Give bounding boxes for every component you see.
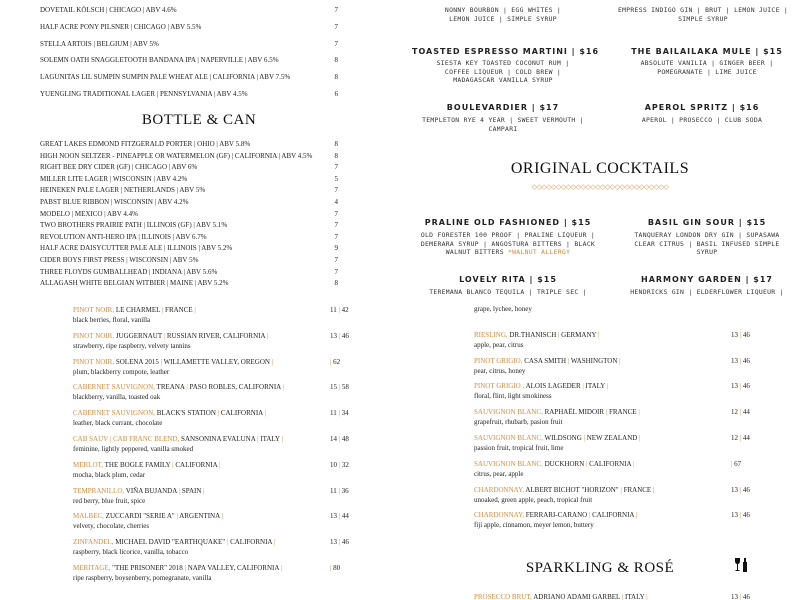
bottle-price: 80 [333,564,341,572]
wine-producer: TREANA | PASO ROBLES, CALIFORNIA | [154,383,284,392]
bottle-price: 44 [742,408,750,417]
glass-price: 13 [330,512,337,521]
glass-price: 13 [731,382,738,391]
bottle-item-price: 8 [334,140,338,148]
bottle-price: 46 [742,511,750,520]
wine-price [731,486,750,494]
bottle-price: 46 [341,331,349,340]
cocktail-title: TOASTED ESPRESSO MARTINI | $16 [412,47,600,56]
name-divider: | [588,511,591,520]
wine-name [73,358,273,366]
name-divider: | [558,330,560,339]
name-divider: | [282,383,284,392]
bottle-price: 62 [333,357,341,366]
cocktail-praline-old-fashioned [408,218,608,257]
wine-price [330,512,349,520]
cocktail-desc: SIESTA KEY TOASTED COCONUT RUM | COFFEE LIQUEUR | COLD BREW | MADAGASCAR VANILLA SYRUP [436,59,570,84]
bottle-item-name: CIDER BOYS FIRST PRESS | WISCONSIN | ABV 5% [40,256,199,264]
price-divider: | [738,593,743,600]
glass-price: 15 [330,383,337,392]
name-divider: | [606,382,609,391]
price-divider: | [337,460,342,469]
name-divider: | [638,408,640,417]
wine-varietal: CHARDONNAY, [474,485,524,494]
bottle-item-name: PABST BLUE RIBBON | WISCONSIN | ABV 4.2% [40,198,189,206]
bottle-item-price: 7 [334,209,338,218]
wine-tasting-notes: red berry, blue fruit, spice [73,496,146,505]
name-divider: | [583,434,585,442]
wine-varietal: SAUVIGNON BLANC, [474,459,543,468]
wine-glass-bottle-icon [733,557,749,573]
bottle-price: 58 [341,383,349,392]
cocktail-espresso-martini [412,47,600,85]
wine-varietal: CHARDONNAY, [474,511,524,520]
name-divider: | [620,485,622,494]
wine-price [330,409,349,417]
name-divider: | [646,593,648,600]
wine-name [474,408,640,416]
price-divider: | [738,434,743,442]
bottle-price: 46 [742,330,750,339]
glass-price: 13 [731,330,738,339]
wine-name [73,332,268,340]
name-divider: | [639,434,641,442]
draft-item-price: 7 [334,6,338,14]
bottle-item-price: 7 [334,267,338,276]
glass-price: 13 [731,593,738,600]
wine-tasting-notes: plum, blackberry compote, leather [73,367,170,376]
name-divider: | [176,512,178,521]
original-cocktails-heading: ORIGINAL COCKTAILS [510,160,690,177]
wine-tasting-notes: blackberry, vanilla, toasted oak [73,393,161,402]
name-divider: | [219,460,221,469]
wine-name [73,435,283,443]
cocktail-top-right-desc: EMPRESS INDIGO GIN | BRUT | LEMON JUICE | SIMPLE SYRUP [617,6,789,23]
bottle-item-name: MILLER LITE LAGER | WISCONSIN | ABV 4.2% [40,174,188,183]
wine-producer: JUGGERNAUT | RUSSIAN RIVER, CALIFORNIA | [114,331,269,340]
wine-tasting-notes: leather, black currant, chocolate [73,419,163,428]
wine-tasting-notes: grape, lychee, honey [474,305,532,313]
wine-tasting-notes: black berries, floral, vanilla [73,316,151,324]
wine-name [474,593,648,600]
name-divider: | [582,382,584,391]
wine-producer: DUCKHORN | CALIFORNIA | [542,459,635,468]
cocktail-harmony-garden [612,275,800,297]
name-divider: | [280,564,283,572]
name-divider: | [217,409,220,418]
cocktail-desc: TANQUERAY LONDON DRY GIN | SUPASAWA CLEAR CITRUS | BASIL INFUSED SIMPLE SYRUP [634,231,780,256]
diamond-divider: ◇◇◇◇◇◇◇◇◇◇◇◇◇◇◇◇◇◇◇◇◇◇◇◇◇◇◇◇ [531,183,669,191]
draft-item-name: DOVETAIL KÖLSCH | CHICAGO | ABV 4.6% [40,6,177,14]
wine-tasting-notes: strawberry, ripe raspberry, velvety tannins [73,341,191,350]
name-divider: | [194,306,196,314]
wine-tasting-notes: grapefruit, rhubarb, pasion fruit [474,418,563,427]
price-divider: | [337,331,342,340]
sparkling-rose-heading: SPARKLING & ROSÉ [525,560,675,576]
cocktail-aperol-spritz [612,103,792,125]
bottle-price: 46 [742,485,750,494]
name-divider: | [632,459,635,468]
bottle-item-price: 7 [334,221,338,230]
bottle-item-name: THREE FLOYDS GUMBALLHEAD | INDIANA | ABV 5.6% [40,267,218,276]
bottle-price: 46 [742,356,750,365]
name-divider: | [221,512,223,521]
bottle-can-heading: BOTTLE & CAN [141,112,257,128]
wine-name [474,434,640,442]
wine-price [330,383,349,391]
bottle-item-name: ALLAGASH WHITE BELGIAN WITBIER | MAINE | ABV 5.2% [40,279,229,288]
wine-name [73,564,282,572]
wine-tasting-notes: unoaked, green apple, peach, tropical fruit [474,495,593,504]
wine-varietal: ZINFANDEL, [73,538,114,547]
wine-varietal: SAUVIGNON BLANC, [474,408,543,417]
wine-tasting-notes: feminine, lightly peppered, vanilla smoked [73,445,194,453]
cocktail-basil-gin-sour [612,218,800,257]
glass-price: 13 [330,538,337,547]
glass-price: 13 [731,511,738,520]
price-divider: | [336,409,342,418]
price-divider: | [738,408,743,417]
price-divider: | [738,356,743,365]
cocktail-title: BOULEVARDIER | $17 [446,103,560,112]
bottle-price: 42 [341,306,349,314]
bottle-price: 44 [341,512,349,521]
cocktail-desc: TEMPLETON RYE 4 YEAR | SWEET VERMOUTH | CAMPARI [422,116,584,133]
glass-price: 11 [330,409,337,418]
name-divider: | [203,486,205,495]
name-divider: | [621,593,624,600]
wine-name [73,306,196,314]
name-divider: | [257,435,259,443]
glass-price: 11 [330,306,337,314]
bottle-price: 36 [341,486,349,495]
wine-tasting-notes: pear, citrus, honey [474,366,526,375]
bottle-price: 48 [341,435,349,443]
wine-varietal: CABERNET SAUVIGNON, [73,383,155,392]
wine-name [73,461,221,469]
wine-price [731,331,750,339]
bottle-item-name: HEINEKEN PALE LAGER | NETHERLANDS | ABV 5% [40,186,206,195]
price-divider: | [738,382,743,391]
bottle-item-name: HALF ACRE DAISYCUTTER PALE ALE | ILLINOIS | ABV 5.2% [40,244,233,253]
bottle-item-price: 8 [334,279,338,288]
wine-tasting-notes: fiji apple, cinnamon, meyer lemon, buttery [474,521,594,530]
draft-item-name: YUENGLING TRADITIONAL LAGER | PENNSYLVANIA | ABV 4.5% [40,90,248,98]
wine-varietal: PINOT GRIGIO , [474,382,525,391]
bottle-item-name: HIGH NOON SELTZER - PINEAPPLE OR WATERMELON (GF) | CALIFORNIA | ABV 4.5% [40,151,313,160]
wine-producer: THE BOGLE FAMILY | CALIFORNIA | [103,460,221,469]
wine-producer: MICHAEL DAVID "EARTHQUAKE" | CALIFORNIA | [113,538,276,547]
wine-name [73,512,223,520]
cocktail-desc: OLD FORESTER 100 PROOF | PRALINE LIQUEUR | DEMERARA SYRUP | ANGOSTURA BITTERS | BLACK WALNUT BITTERS *WALNUT ALLERGY [420,231,596,256]
bottle-price: 34 [341,409,349,418]
name-divider: | [586,459,588,468]
wine-varietal: PINOT NOIR, [73,331,115,340]
wine-producer: ALOIS LAGEDER | ITALY | [524,382,609,391]
glass-price: 12 [731,408,738,417]
wine-tasting-notes: ripe raspberry, boysenberry, pomegranate, vanilla [73,574,212,582]
cocktail-top-left-desc: NONNY BOURBON | EGG WHITES | LEMON JUICE | SIMPLE SYRUP [444,6,562,23]
bottle-item-name: TWO BROTHERS PRAIRIE PATH | ILLINOIS (GF) | ABV 5.1% [40,221,228,230]
wine-price [330,332,349,340]
name-divider: | [635,511,638,520]
wine-producer: ADRIANO ADAMI GARBEL | ITALY | [531,593,648,600]
price-divider: | [337,538,342,547]
wine-price [731,434,750,442]
bottle-item-price: 7 [334,256,338,264]
bottle-item-name: GREAT LAKES EDMOND FITZGERALD PORTER | OHIO | ABV 5.8% [40,140,251,148]
wine-name [474,460,634,468]
bottle-item-name: RIGHT BEE DRY CIDER (GF) | CHICAGO | ABV 6% [40,163,198,172]
white-wine-cover [405,299,800,309]
draft-item-name: HALF ACRE PONY PILSNER | CHICAGO | ABV 5.5% [40,22,202,31]
wine-producer: DR.THANISCH | GERMANY | [507,330,600,339]
wine-tasting-notes: raspberry, black licorice, vanilla, tobacco [73,548,189,557]
wine-producer: RAPHAËL MIDOIR | FRANCE | [542,408,640,417]
wine-producer: BLACK'S STATION | CALIFORNIA | [154,409,266,418]
wine-price [330,487,349,495]
price-divider: | [330,564,334,572]
wine-name [73,409,266,417]
wine-producer: CASA SMITH | WASHINGTON | [522,356,621,365]
wine-varietal: RIESLING, [474,330,508,339]
wine-price [731,357,750,365]
wine-varietal: PINOT NOIR, [73,306,115,314]
wine-price [731,593,750,600]
glass-price: 14 [330,435,337,443]
name-divider: | [605,408,608,417]
draft-item-price: 8 [334,56,338,65]
wine-varietal: SAUVIGNON BLANC, [474,434,543,442]
wine-tasting-notes: apple, pear, citrus [474,340,524,349]
wine-price [731,511,750,519]
glass-price: 11 [330,486,337,495]
wine-varietal: CABERNET SAUVIGNON, [73,409,155,418]
bottle-price: 67 [734,459,742,468]
draft-item-name: STELLA ARTOIS | BELGIUM | ABV 5% [40,39,159,48]
bottle-item-price: 4 [334,198,338,206]
wine-varietal: CAB SAUV | CAB FRANC BLEND, [73,435,180,443]
name-divider: | [598,330,600,339]
name-divider: | [184,564,186,572]
wine-price [330,306,349,314]
wine-name [73,487,205,495]
bottle-item-price: 9 [334,244,338,253]
wine-producer: ALBERT BICHOT "HORIZON" | FRANCE | [523,485,655,494]
wine-price [330,358,340,366]
glass-price: 10 [330,460,337,469]
price-divider: | [337,512,342,521]
wine-price [330,435,349,443]
bottle-price: 46 [742,382,750,391]
cocktail-title: HARMONY GARDEN | $17 [641,275,773,284]
price-divider: | [731,459,735,468]
name-divider: | [178,486,181,495]
cocktail-title: THE BAILAILAKA MULE | $15 [631,47,783,56]
cocktail-desc: APEROL | PROSECCO | CLUB SODA [641,116,763,124]
name-divider: | [226,538,229,547]
wine-varietal: MERLOT, [73,460,104,469]
wine-name [474,357,621,365]
wine-varietal: MERITAGE, [73,564,111,572]
draft-item-name: SOLEMN OATH SNAGGLETOOTH BANDANA IPA | NAPERVILLE | ABV 6.5% [40,56,279,65]
wine-producer: ZUCCARDI "SERIE A" | ARGENTINA | [103,512,223,521]
cocktail-bailailaka-mule [612,47,800,76]
cocktail-boulevardier [408,103,598,133]
wine-name [73,383,284,391]
wine-tasting-notes: floral, flint, light smokiness [474,392,552,401]
wine-producer: "THE PRISONER" 2018 | NAPA VALLEY, CALIFORNIA | [110,564,283,572]
name-divider: | [186,383,188,392]
bottle-item-name: REVOLUTION ANTI-HERO IPA | ILLINOIS | ABV 6.7% [40,232,207,241]
name-divider: | [264,409,266,418]
wine-price [731,408,750,416]
wine-name [474,382,608,390]
wine-varietal: MALBEC, [73,512,104,521]
wine-price [731,382,750,390]
wine-producer: SOLENA 2015 | WILLAMETTE VALLEY, OREGON | [114,357,274,366]
wine-producer: SANSONINA EVALUNA | ITALY | [179,435,283,443]
bottle-item-price: 7 [334,186,338,195]
cocktail-desc: ABSOLUTE VANILIA | GINGER BEER | POMEGRANATE | LIME JUICE [640,59,774,76]
price-divider: | [330,357,334,366]
cocktail-title: PRALINE OLD FASHIONED | $15 [424,218,592,227]
glass-price: 13 [731,356,738,365]
wine-name [474,331,599,339]
cocktail-desc: TEREMANA BLANCO TEQUILA | TRIPLE SEC | [429,288,587,296]
name-divider: | [273,538,276,547]
price-divider: | [337,435,342,443]
wine-varietal: TEMPRANILLO, [73,486,125,495]
wine-price [731,460,741,468]
wine-price [330,564,340,572]
draft-item-price: 8 [334,73,338,82]
wine-varietal: PINOT NOIR, [73,357,115,366]
wine-name [474,486,654,494]
bottle-price: 32 [341,460,349,469]
name-divider: | [163,331,166,340]
bottle-item-price: 7 [334,163,338,172]
cocktail-lovely-rita [408,275,608,297]
cocktail-title: BASIL GIN SOUR | $15 [647,218,767,227]
name-divider: | [161,306,164,314]
wine-price [330,461,349,469]
draft-item-price: 6 [334,90,338,98]
draft-item-price: 7 [334,22,338,31]
bottle-price: 46 [742,593,750,600]
price-divider: | [336,486,342,495]
cocktail-title: LOVELY RITA | $15 [459,275,557,284]
glass-price: 13 [731,485,738,494]
wine-name [474,511,637,519]
price-divider: | [738,330,743,339]
cocktail-desc: HENDRICKS GIN | ELDERFLOWER LIQUEUR | [630,288,784,296]
wine-varietal: PROSECCO BRUT, [474,593,532,600]
bottle-price: 46 [341,538,349,547]
wine-tasting-notes: mocha, black plum, cedar [73,470,146,479]
name-divider: | [619,356,621,365]
name-divider: | [652,485,655,494]
wine-tasting-notes: passion fruit, tropical fruit, lime [474,444,564,452]
draft-item-name: LAGUNITAS LIL SUMPIN SUMPIN PALE WHEAT ALE | CALIFORNIA | ABV 7.5% [40,73,291,82]
price-divider: | [336,306,342,314]
wine-tasting-notes: citrus, pear, apple [474,469,524,478]
cocktail-title: APEROL SPRITZ | $16 [644,103,760,112]
wine-tasting-notes: velvety, chocolate, cherries [73,522,150,531]
allergy-note: *WALNUT ALLERGY [508,248,571,256]
wine-price [330,538,349,546]
bottle-price: 44 [742,434,750,442]
wine-producer: LE CHARMEL | FRANCE | [114,306,196,314]
name-divider: | [281,435,283,443]
wine-varietal: PINOT GRIGIO, [474,356,523,365]
glass-price: 12 [731,434,738,442]
name-divider: | [567,356,570,365]
wine-name [73,538,275,546]
name-divider: | [266,331,269,340]
name-divider: | [172,460,174,469]
draft-item-price: 7 [334,39,338,48]
price-divider: | [738,485,743,494]
name-divider: | [271,357,274,366]
bottle-item-name: MODELO | MEXICO | ABV 4.4% [40,209,138,218]
price-divider: | [337,383,342,392]
bottle-item-price: 5 [334,174,338,183]
wine-producer: FERRARI-CARANO | CALIFORNIA | [523,511,638,520]
price-divider: | [738,511,743,520]
name-divider: | [160,357,162,366]
bottle-item-price: 8 [334,151,338,160]
wine-producer: VIÑA BUJANDA | SPAIN | [124,486,205,495]
glass-price: 13 [330,331,337,340]
bottle-item-price: 7 [334,232,338,241]
wine-producer: WILDSONG | NEW ZEALAND | [542,434,641,442]
